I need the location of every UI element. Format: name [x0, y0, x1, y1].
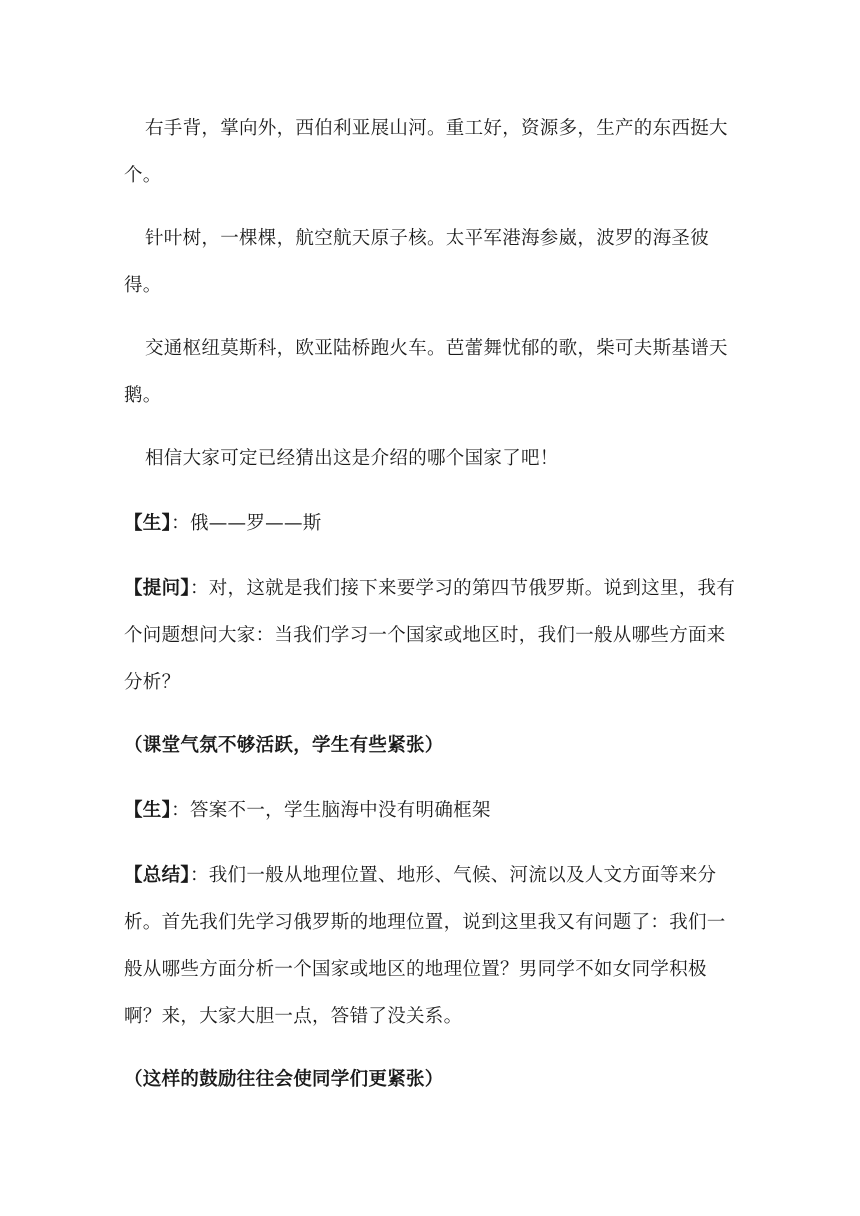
student-answer-2	[124, 787, 736, 834]
student-answer-1-text: ：俄——罗——斯	[171, 513, 322, 534]
speaker-label-student: 【生】	[124, 513, 172, 534]
teacher-summary-text: ：我们一般从地理位置、地形、气候、河流以及人文方面等来分析。首先我们先学习俄罗斯的地理位置，说到这里我又有问题了：我们一般从哪些方面分析一个国家或地区的地理位置？男同学不如女同学积极啊？来，大家大胆一点，答错了没关系。	[124, 865, 726, 1027]
teacher-question-text: ：对，这就是我们接下来要学习的第四节俄罗斯。说到这里，我有个问题想问大家：当我们学习一个国家或地区时，我们一般从哪些方面来分析？	[124, 578, 736, 693]
speaker-label-summary: 【总结】	[124, 865, 190, 886]
classroom-note-1: （课堂气氛不够活跃，学生有些紧张）	[124, 735, 444, 756]
classroom-note-2: （这样的鼓励往往会使同学们更紧张）	[124, 1069, 444, 1090]
teacher-question	[124, 565, 736, 706]
teacher-summary	[124, 852, 736, 1040]
document-body	[124, 105, 736, 1119]
student-answer-1	[124, 500, 736, 547]
poem-paragraph-1: 右手背，掌向外，西伯利亚展山河。重工好，资源多，生产的东西挺大个。	[124, 118, 728, 186]
intro-question-paragraph: 相信大家可定已经猜出这是介绍的哪个国家了吧！	[145, 448, 559, 469]
poem-paragraph-2: 针叶树，一棵棵，航空航天原子核。太平军港海参崴，波罗的海圣彼得。	[124, 228, 710, 296]
student-answer-2-text: ：答案不一，学生脑海中没有明确框架	[171, 800, 491, 821]
poem-paragraph-3: 交通枢纽莫斯科，欧亚陆桥跑火车。芭蕾舞忧郁的歌，柴可夫斯基谱天鹅。	[124, 338, 728, 406]
speaker-label-student: 【生】	[124, 800, 172, 821]
speaker-label-question: 【提问】	[124, 578, 190, 599]
